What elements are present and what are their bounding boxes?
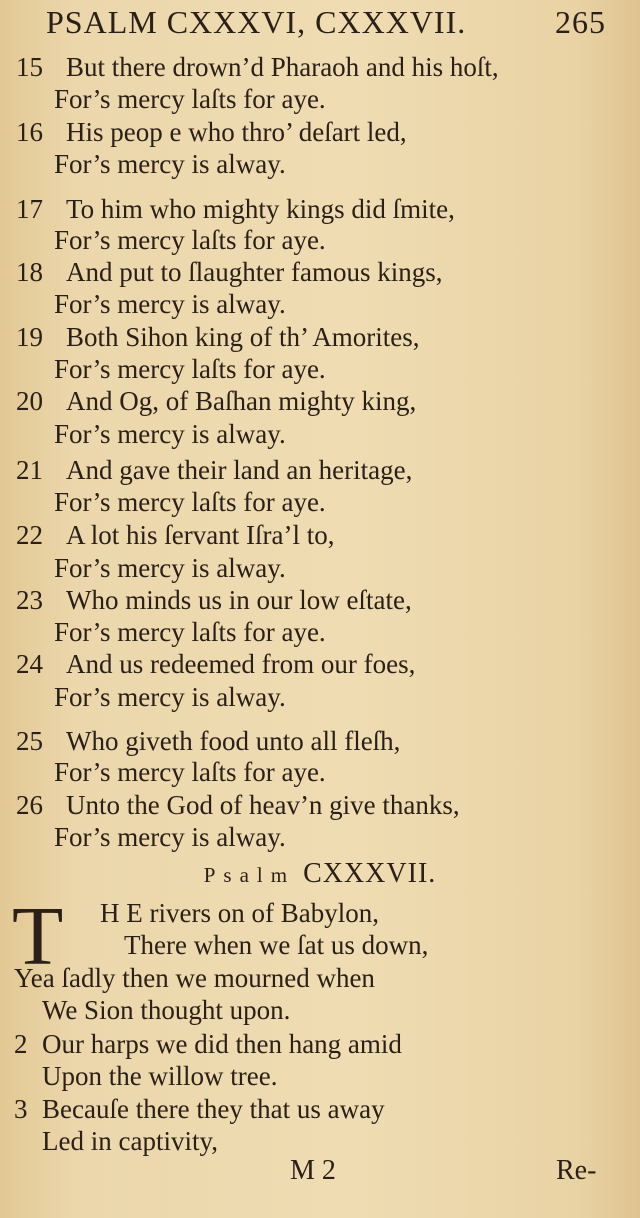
verse-line-2: For’s mercy is alway.: [54, 419, 286, 449]
verse-line-2: For’s mercy laſts for aye.: [54, 84, 326, 114]
verse-line-1: And Og, of Baſhan mighty king,: [66, 386, 417, 416]
verse-number: 23: [16, 585, 43, 615]
verse-line-1: A lot his ſervant Iſra’l to,: [66, 520, 335, 550]
verse-line-1: And us redeemed from our foes,: [66, 649, 416, 679]
verse-number: 16: [16, 117, 43, 147]
psalm-line: H E rivers on of Babylon,: [100, 898, 379, 928]
verse-line-2: For’s mercy laſts for aye.: [54, 617, 326, 647]
verse-number: 2: [14, 1029, 28, 1059]
psalm-heading-number: CXXXVII.: [303, 858, 437, 889]
running-header: [46, 4, 606, 44]
verse-line-1: Who giveth food unto all fleſh,: [66, 726, 401, 756]
psalm-heading-word: Psalm: [203, 863, 296, 887]
verse-line-2: For’s mercy laſts for aye.: [54, 757, 326, 787]
verse-number: 19: [16, 322, 43, 352]
verse-line-2: For’s mercy laſts for aye.: [54, 225, 326, 255]
verse-line-1: But there drown’d Pharaoh and his hoſt,: [66, 52, 499, 82]
psalm-line: Yea ſadly then we mourned when: [14, 963, 375, 993]
verse-number: 22: [16, 520, 43, 550]
verse-number: 15: [16, 52, 43, 82]
verse-line-1: Both Sihon king of th’ Amorites,: [66, 322, 420, 352]
verse-number: 24: [16, 649, 43, 679]
drop-cap: T: [12, 890, 64, 983]
verse-line-1: And put to ſlaughter famous kings,: [66, 257, 443, 287]
signature-mark: M 2: [290, 1155, 336, 1186]
verse-number: 18: [16, 257, 43, 287]
verse-line-2: For’s mercy is alway.: [54, 682, 286, 712]
verse-line-1: Unto the God of heav’n give thanks,: [66, 790, 460, 820]
catchword: Re-: [556, 1155, 597, 1186]
verse-number: 26: [16, 790, 43, 820]
verse-line-1: And gave their land an heritage,: [66, 455, 413, 485]
running-title: PSALM CXXXVI, CXXXVII.: [46, 4, 467, 40]
psalm-heading: [0, 858, 640, 890]
verse-number: 20: [16, 386, 43, 416]
verse-line-2: For’s mercy is alway.: [54, 553, 286, 583]
verse-line-1: Who minds us in our low eſtate,: [66, 585, 412, 615]
psalm-line: Becauſe there they that us away: [42, 1094, 385, 1124]
verse-line-2: For’s mercy is alway.: [54, 289, 286, 319]
verse-number: 21: [16, 455, 43, 485]
verse-line-1: To him who mighty kings did ſmite,: [66, 194, 455, 224]
verse-line-2: For’s mercy is alway.: [54, 822, 286, 852]
psalm-line: We Sion thought upon.: [42, 995, 291, 1025]
verse-line-1: His peop e who thro’ deſart led,: [66, 117, 407, 147]
verse-number: 17: [16, 194, 43, 224]
psalm-line: Our harps we did then hang amid: [42, 1029, 402, 1059]
verse-line-2: For’s mercy is alway.: [54, 149, 286, 179]
verse-number: 25: [16, 726, 43, 756]
psalm-line: Upon the willow tree.: [42, 1061, 278, 1091]
psalm-line: There when we ſat us down,: [124, 930, 429, 960]
page-number: 265: [555, 4, 606, 40]
verse-line-2: For’s mercy laſts for aye.: [54, 487, 326, 517]
verse-number: 3: [14, 1094, 28, 1124]
verse-line-2: For’s mercy laſts for aye.: [54, 354, 326, 384]
psalm-line: Led in captivity,: [42, 1126, 218, 1156]
